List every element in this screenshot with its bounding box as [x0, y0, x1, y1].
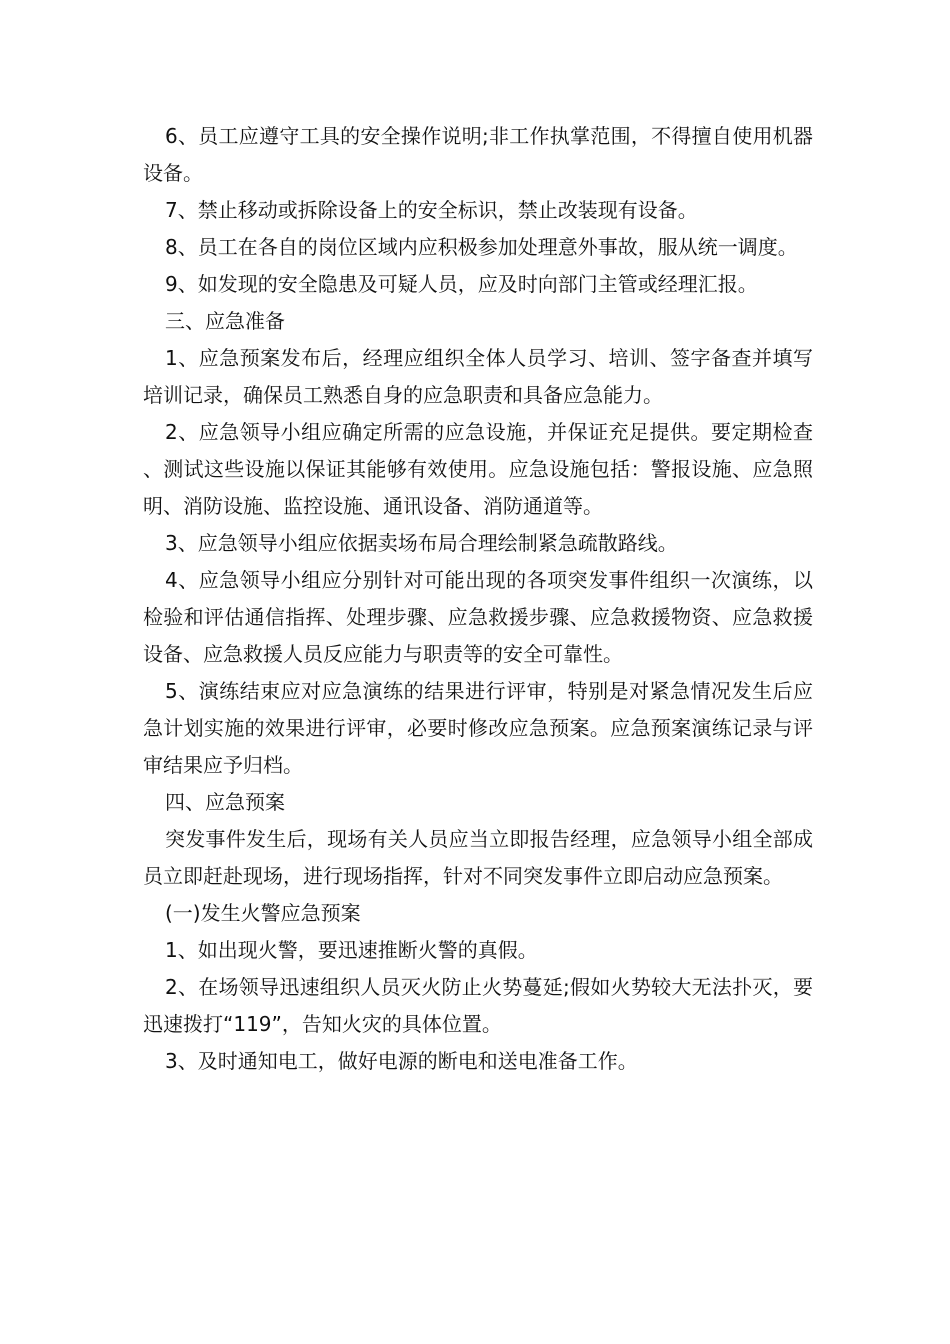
paragraph-prep-5: 5、演练结束应对应急演练的结果进行评审，特别是对紧急情况发生后应急计划实施的效果进行评审，必要时修改应急预案。应急预案演练记录与评审结果应予归档。	[143, 679, 813, 777]
paragraph-prep-3: 3、应急领导小组应依据卖场布局合理绘制紧急疏散路线。	[165, 531, 678, 555]
paragraph-rule-9: 9、如发现的安全隐患及可疑人员，应及时向部门主管或经理汇报。	[165, 272, 758, 296]
subsection-heading-fire-plan: (一)发生火警应急预案	[165, 901, 361, 925]
paragraph-fire-1: 1、如出现火警，要迅速推断火警的真假。	[165, 938, 538, 962]
paragraph-fire-3: 3、及时通知电工，做好电源的断电和送电准备工作。	[165, 1049, 638, 1073]
section-heading-emergency-plan: 四、应急预案	[165, 790, 285, 814]
paragraph-rule-7: 7、禁止移动或拆除设备上的安全标识，禁止改装现有设备。	[165, 198, 698, 222]
paragraph-prep-2: 2、应急领导小组应确定所需的应急设施，并保证充足提供。要定期检查、测试这些设施以保证其能够有效使用。应急设施包括：警报设施、应急照明、消防设施、监控设施、通讯设备、消防通道等。	[143, 420, 813, 518]
paragraph-prep-1: 1、应急预案发布后，经理应组织全体人员学习、培训、签字备查并填写培训记录，确保员工熟悉自身的应急职责和具备应急能力。	[143, 346, 813, 407]
paragraph-plan-intro: 突发事件发生后，现场有关人员应当立即报告经理，应急领导小组全部成员立即赶赴现场，进行现场指挥，针对不同突发事件立即启动应急预案。	[143, 827, 813, 888]
paragraph-rule-6: 6、员工应遵守工具的安全操作说明;非工作执掌范围，不得擅自使用机器设备。	[143, 124, 813, 185]
document-body	[143, 118, 813, 1080]
section-heading-emergency-preparation: 三、应急准备	[165, 309, 285, 333]
paragraph-rule-8: 8、员工在各自的岗位区域内应积极参加处理意外事故，服从统一调度。	[165, 235, 798, 259]
paragraph-prep-4: 4、应急领导小组应分别针对可能出现的各项突发事件组织一次演练，以检验和评估通信指挥、处理步骤、应急救援步骤、应急救援物资、应急救援设备、应急救援人员反应能力与职责等的安全可靠性。	[143, 568, 813, 666]
paragraph-fire-2: 2、在场领导迅速组织人员灭火防止火势蔓延;假如火势较大无法扑灭，要迅速拨打“119”，告知火灾的具体位置。	[143, 975, 813, 1036]
